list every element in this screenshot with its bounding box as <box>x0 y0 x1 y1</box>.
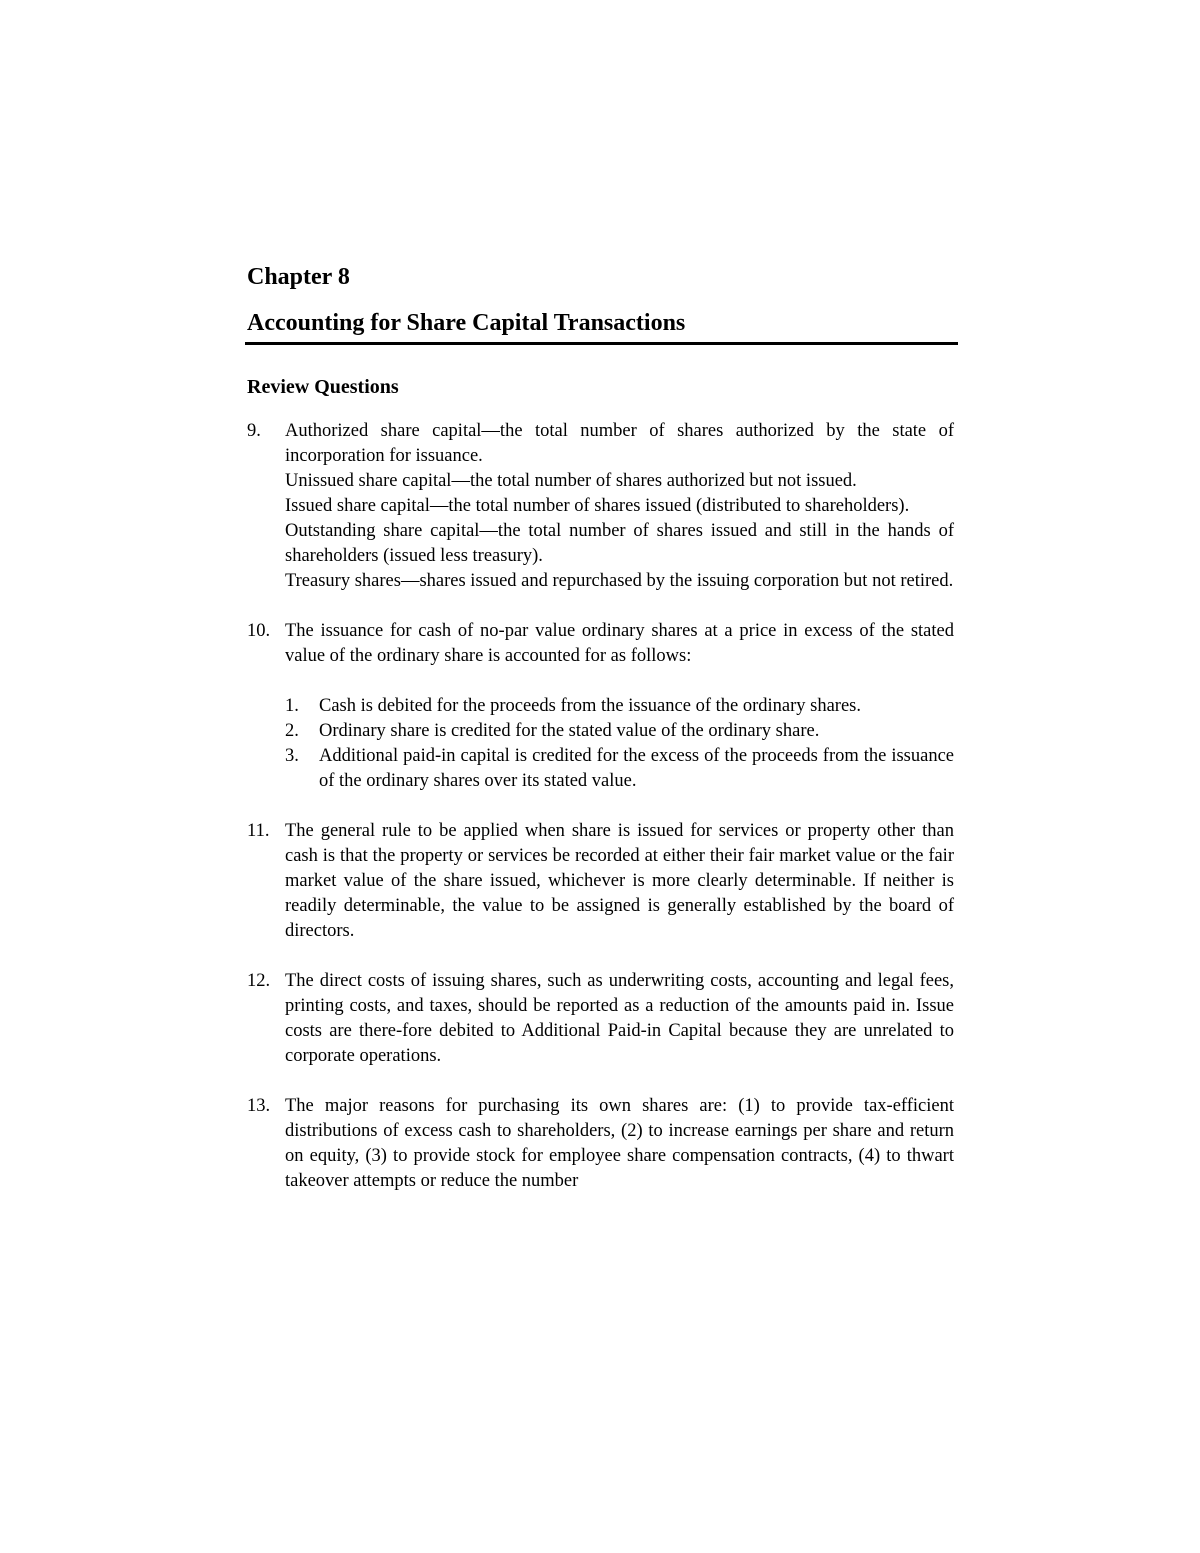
question-10 <box>247 619 954 794</box>
question-12 <box>247 969 954 1069</box>
question-11 <box>247 819 954 944</box>
definition-authorized: Authorized share capital—the total number of shares authorized by the state of incorporation for issuance. <box>285 421 954 466</box>
question-9 <box>247 419 954 594</box>
list-item <box>285 744 954 794</box>
question-text: The general rule to be applied when share is issued for services or property other than cash is that the property or services be recorded at either their fair market value or the fair market value of the share issued, whichever is more clearly determinable. If neither is readily determinable, the value to be assigned is generally established by the board of directors. <box>285 821 954 941</box>
step-text: Additional paid-in capital is credited for the excess of the proceeds from the issuance of the ordinary shares over its stated value. <box>319 746 954 791</box>
section-heading: Review Questions <box>247 376 399 398</box>
definition-unissued: Unissued share capital—the total number of shares authorized but not issued. <box>285 471 857 491</box>
question-text: The major reasons for purchasing its own shares are: (1) to provide tax-efficient distributions of excess cash to shareholders, (2) to increase earnings per share and return on equity, (3) to provide stock for employee share compensation contracts, (4) to thwart takeover attempts or reduce the number <box>285 1096 954 1191</box>
definition-outstanding: Outstanding share capital—the total number of shares issued and still in the hands of shareholders (issued less treasury). <box>285 521 954 566</box>
definition-issued: Issued share capital—the total number of shares issued (distributed to shareholders). <box>285 496 910 516</box>
step-text: Cash is debited for the proceeds from the issuance of the ordinary shares. <box>319 696 861 716</box>
document-page <box>245 260 958 1219</box>
chapter-title: Accounting for Share Capital Transactions <box>247 310 686 336</box>
question-number: 12. <box>247 971 271 991</box>
question-13 <box>247 1094 954 1194</box>
question-number: 11. <box>247 821 270 841</box>
question-number: 9. <box>247 421 261 441</box>
question-text: The direct costs of issuing shares, such as underwriting costs, accounting and legal fees, printing costs, and taxes, should be reported as a reduction of the amounts paid in. Issue costs are there-fore debited to Additional Paid-in Capital because they are unrelated to corporate operations. <box>285 971 954 1066</box>
title-underline-rule <box>245 342 958 345</box>
step-number: 3. <box>285 746 299 766</box>
step-text: Ordinary share is credited for the stated value of the ordinary share. <box>319 721 820 741</box>
definition-treasury: Treasury shares—shares issued and repurchased by the issuing corporation but not retired. <box>285 571 954 591</box>
list-item <box>285 719 954 744</box>
step-number: 2. <box>285 721 299 741</box>
question-number: 10. <box>247 621 271 641</box>
list-item <box>285 694 954 719</box>
chapter-number: Chapter 8 <box>247 264 350 290</box>
question-number: 13. <box>247 1096 271 1116</box>
step-number: 1. <box>285 696 299 716</box>
steps-list <box>285 694 954 794</box>
question-intro: The issuance for cash of no-par value ordinary shares at a price in excess of the stated value of the ordinary share is accounted for as follows: <box>285 621 954 666</box>
